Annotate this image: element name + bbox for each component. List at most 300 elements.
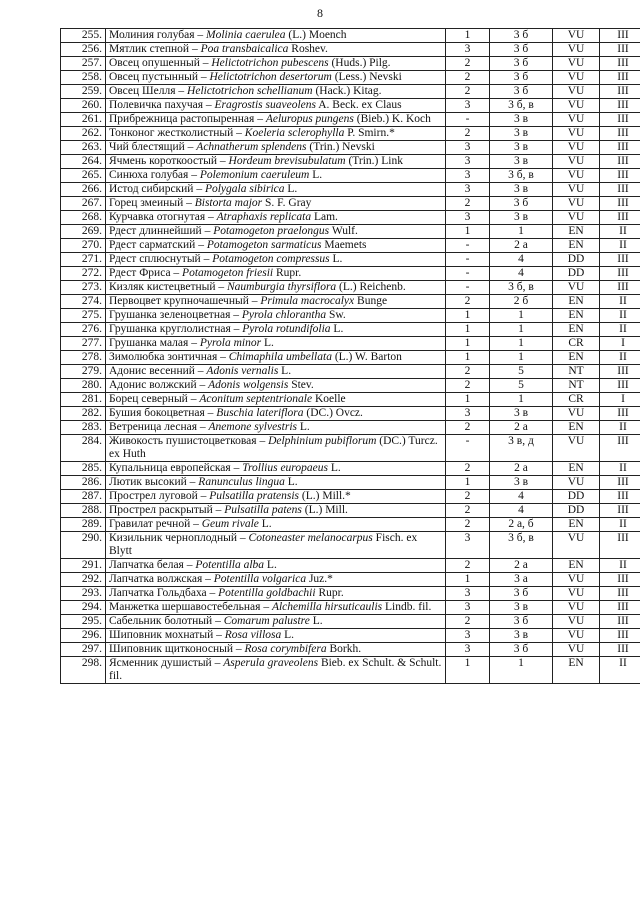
category-status: 3 б: [490, 29, 553, 43]
category-status: 3 б: [490, 43, 553, 57]
latin-name: Potamogeton friesii: [182, 267, 274, 279]
category-status: 1: [490, 225, 553, 239]
category-regional: 2: [446, 197, 490, 211]
category-regional: 3: [446, 643, 490, 657]
species-name-cell: Гравилат речной – Geum rivale L.: [106, 518, 446, 532]
species-name-cell: Рдест сарматский – Potamogeton sarmaticus Maemets: [106, 239, 446, 253]
category-regional: 3: [446, 141, 490, 155]
priority-category: II: [600, 309, 640, 323]
iucn-category: EN: [553, 351, 600, 365]
table-row: [61, 601, 640, 615]
author-name: (Hack.) Kitag.: [315, 85, 382, 97]
category-regional: 1: [446, 573, 490, 587]
russian-name: Курчавка отогнутая: [109, 211, 206, 223]
author-name: L.: [284, 629, 295, 641]
latin-name: Polygala sibirica: [204, 183, 285, 195]
priority-category: III: [600, 476, 640, 490]
latin-name: Asperula graveolens: [223, 657, 319, 669]
category-status: 3 б: [490, 71, 553, 85]
latin-name: Trollius europaeus: [242, 462, 328, 474]
row-number: 278.: [61, 351, 106, 365]
author-name: (L.) W. Barton: [334, 351, 402, 363]
table-row: [61, 365, 640, 379]
table-row: [61, 141, 640, 155]
author-name: L.: [266, 559, 277, 571]
category-regional: 1: [446, 29, 490, 43]
species-name-cell: Борец северный – Aconitum septentrionale Koelle: [106, 393, 446, 407]
author-name: (L.) Reichenb.: [339, 281, 406, 293]
latin-name: Aeluropus pungens: [265, 113, 354, 125]
species-name-cell: Овсец опушенный – Helictotrichon pubescens (Huds.) Pilg.: [106, 57, 446, 71]
iucn-category: DD: [553, 267, 600, 281]
author-name: L.: [287, 183, 298, 195]
species-name-cell: Рдест Фриса – Potamogeton friesii Rupr.: [106, 267, 446, 281]
category-regional: 2: [446, 71, 490, 85]
priority-category: II: [600, 559, 640, 573]
latin-name: Alchemilla hirsuticaulis: [271, 601, 383, 613]
category-status: 5: [490, 379, 553, 393]
table-row: [61, 29, 640, 43]
latin-name: Pulsatilla pratensis: [209, 490, 300, 502]
iucn-category: VU: [553, 99, 600, 113]
russian-name: Лапчатка белая: [109, 559, 184, 571]
species-table: [60, 28, 640, 684]
author-name: (Bieb.) K. Koch: [356, 113, 431, 125]
latin-name: Potentilla goldbachii: [218, 587, 316, 599]
species-name-cell: Шиповник мохнатый – Rosa villosa L.: [106, 629, 446, 643]
category-regional: 2: [446, 615, 490, 629]
row-number: 290.: [61, 532, 106, 559]
priority-category: III: [600, 615, 640, 629]
priority-category: III: [600, 253, 640, 267]
category-status: 1: [490, 393, 553, 407]
russian-name: Борец северный: [109, 393, 188, 405]
category-regional: -: [446, 113, 490, 127]
category-regional: 3: [446, 532, 490, 559]
latin-name: Poa transbaicalica: [200, 43, 289, 55]
russian-name: Прострел раскрытый: [109, 504, 213, 516]
category-status: 4: [490, 253, 553, 267]
author-name: (Trin.) Nevski: [309, 141, 375, 153]
russian-name: Горец змеиный: [109, 197, 184, 209]
russian-name: Ветреница лесная: [109, 421, 198, 433]
category-status: 3 в: [490, 601, 553, 615]
author-name: (L.) Mill.: [304, 504, 348, 516]
category-regional: 3: [446, 99, 490, 113]
author-name: Bieb. ex Schult. & Schult. fil.: [109, 657, 442, 682]
iucn-category: VU: [553, 643, 600, 657]
russian-name: Ясменник душистый: [109, 657, 212, 669]
russian-name: Овсец опушенный: [109, 57, 200, 69]
category-regional: -: [446, 435, 490, 462]
author-name: L.: [312, 169, 323, 181]
priority-category: III: [600, 532, 640, 559]
category-regional: 3: [446, 601, 490, 615]
table-row: [61, 532, 640, 559]
table-row: [61, 71, 640, 85]
category-regional: 2: [446, 365, 490, 379]
author-name: S. F. Gray: [265, 197, 312, 209]
table-row: [61, 559, 640, 573]
row-number: 291.: [61, 559, 106, 573]
latin-name: Helictotrichon pubescens: [211, 57, 329, 69]
species-name-cell: Ясменник душистый – Asperula graveolens Bieb. ex Schult. & Schult. fil.: [106, 657, 446, 684]
species-name-cell: Ячмень короткоостый – Hordeum brevisubulatum (Trin.) Link: [106, 155, 446, 169]
priority-category: II: [600, 657, 640, 684]
iucn-category: EN: [553, 559, 600, 573]
category-status: 3 б: [490, 587, 553, 601]
iucn-category: EN: [553, 309, 600, 323]
category-status: 2 а: [490, 421, 553, 435]
priority-category: III: [600, 504, 640, 518]
latin-name: Comarum palustre: [223, 615, 310, 627]
species-name-cell: Рдест длиннейший – Potamogeton praelongus Wulf.: [106, 225, 446, 239]
table-row: [61, 253, 640, 267]
category-status: 2 а: [490, 462, 553, 476]
category-regional: 2: [446, 421, 490, 435]
category-status: 1: [490, 337, 553, 351]
iucn-category: VU: [553, 85, 600, 99]
species-name-cell: Грушанка круглолистная – Pyrola rotundifolia L.: [106, 323, 446, 337]
russian-name: Адонис весенний: [109, 365, 195, 377]
latin-name: Molinia caerulea: [206, 29, 286, 41]
row-number: 274.: [61, 295, 106, 309]
category-status: 3 б, в: [490, 99, 553, 113]
latin-name: Pyrola minor: [199, 337, 262, 349]
latin-name: Naumburgia thyrsiflora: [227, 281, 337, 293]
category-status: 3 б: [490, 197, 553, 211]
row-number: 258.: [61, 71, 106, 85]
author-name: Sw.: [328, 309, 346, 321]
iucn-category: VU: [553, 197, 600, 211]
author-name: (Less.) Nevski: [334, 71, 402, 83]
category-status: 3 в: [490, 407, 553, 421]
table-row: [61, 43, 640, 57]
author-name: L.: [330, 462, 341, 474]
species-name-cell: Молиния голубая – Molinia caerulea (L.) Moench: [106, 29, 446, 43]
category-status: 2 а: [490, 239, 553, 253]
iucn-category: EN: [553, 657, 600, 684]
iucn-category: VU: [553, 127, 600, 141]
iucn-category: EN: [553, 462, 600, 476]
priority-category: III: [600, 587, 640, 601]
species-name-cell: Овсец Шелля – Helictotrichon schellianum (Hack.) Kitag.: [106, 85, 446, 99]
table-row: [61, 113, 640, 127]
table-row: [61, 490, 640, 504]
iucn-category: NT: [553, 365, 600, 379]
category-regional: 3: [446, 43, 490, 57]
latin-name: Bistorta major: [194, 197, 263, 209]
latin-name: Eragrostis suaveolens: [214, 99, 316, 111]
priority-category: III: [600, 490, 640, 504]
category-regional: 3: [446, 155, 490, 169]
russian-name: Сабельник болотный: [109, 615, 213, 627]
iucn-category: VU: [553, 476, 600, 490]
species-name-cell: Ветреница лесная – Anemone sylvestris L.: [106, 421, 446, 435]
row-number: 294.: [61, 601, 106, 615]
species-name-cell: Грушанка малая – Pyrola minor L.: [106, 337, 446, 351]
latin-name: Potamogeton compressus: [212, 253, 330, 265]
species-name-cell: Лютик высокий – Ranunculus lingua L.: [106, 476, 446, 490]
priority-category: III: [600, 573, 640, 587]
author-name: Maemets: [324, 239, 367, 251]
iucn-category: VU: [553, 435, 600, 462]
russian-name: Манжетка шершавостебельная: [109, 601, 261, 613]
latin-name: Ranunculus lingua: [198, 476, 285, 488]
iucn-category: CR: [553, 393, 600, 407]
table-row: [61, 407, 640, 421]
table-row: [61, 573, 640, 587]
russian-name: Истод сибирский: [109, 183, 194, 195]
species-name-cell: Лапчатка волжская – Potentilla volgarica Juz.*: [106, 573, 446, 587]
row-number: 262.: [61, 127, 106, 141]
category-regional: 3: [446, 587, 490, 601]
latin-name: Adonis wolgensis: [208, 379, 289, 391]
priority-category: III: [600, 169, 640, 183]
category-regional: 2: [446, 490, 490, 504]
species-name-cell: Купальница европейская – Trollius europaeus L.: [106, 462, 446, 476]
latin-name: Potentilla alba: [195, 559, 265, 571]
category-status: 3 в: [490, 183, 553, 197]
table-row: [61, 476, 640, 490]
russian-name: Овсец Шелля: [109, 85, 176, 97]
latin-name: Rosa corymbifera: [244, 643, 327, 655]
category-status: 1: [490, 657, 553, 684]
priority-category: III: [600, 281, 640, 295]
category-regional: 2: [446, 295, 490, 309]
species-name-cell: Чий блестящий – Achnatherum splendens (Trin.) Nevski: [106, 141, 446, 155]
species-name-cell: Кизляк кистецветный – Naumburgia thyrsiflora (L.) Reichenb.: [106, 281, 446, 295]
russian-name: Купальница европейская: [109, 462, 231, 474]
category-regional: 1: [446, 657, 490, 684]
russian-name: Шиповник мохнатый: [109, 629, 214, 641]
russian-name: Тонконог жестколистный: [109, 127, 234, 139]
category-regional: 2: [446, 559, 490, 573]
iucn-category: NT: [553, 379, 600, 393]
latin-name: Cotoneaster melanocarpus: [248, 532, 373, 544]
iucn-category: VU: [553, 183, 600, 197]
table-row: [61, 99, 640, 113]
category-status: 3 а: [490, 573, 553, 587]
category-regional: 2: [446, 504, 490, 518]
category-status: 3 в: [490, 476, 553, 490]
priority-category: III: [600, 267, 640, 281]
priority-category: III: [600, 365, 640, 379]
table-row: [61, 239, 640, 253]
priority-category: III: [600, 155, 640, 169]
species-name-cell: Лапчатка Гольдбаха – Potentilla goldbachii Rupr.: [106, 587, 446, 601]
priority-category: III: [600, 629, 640, 643]
russian-name: Шиповник щитконосный: [109, 643, 233, 655]
russian-name: Овсец пустынный: [109, 71, 198, 83]
russian-name: Рдест сарматский: [109, 239, 196, 251]
priority-category: III: [600, 57, 640, 71]
priority-category: II: [600, 295, 640, 309]
table-row: [61, 267, 640, 281]
author-name: Lindb. fil.: [385, 601, 432, 613]
species-name-cell: Прострел раскрытый – Pulsatilla patens (L.) Mill.: [106, 504, 446, 518]
russian-name: Кизильник черноплодный: [109, 532, 238, 544]
table-row: [61, 518, 640, 532]
russian-name: Лапчатка волжская: [109, 573, 203, 585]
category-status: 3 в: [490, 141, 553, 155]
priority-category: III: [600, 113, 640, 127]
category-status: 4: [490, 267, 553, 281]
priority-category: III: [600, 85, 640, 99]
author-name: L.: [333, 323, 344, 335]
table-row: [61, 657, 640, 684]
species-name-cell: Мятлик степной – Poa transbaicalica Roshev.: [106, 43, 446, 57]
author-name: L.: [281, 365, 292, 377]
row-number: 293.: [61, 587, 106, 601]
russian-name: Адонис волжский: [109, 379, 197, 391]
category-regional: 2: [446, 85, 490, 99]
priority-category: II: [600, 323, 640, 337]
iucn-category: VU: [553, 29, 600, 43]
latin-name: Achnatherum splendens: [196, 141, 307, 153]
author-name: (Huds.) Pilg.: [331, 57, 391, 69]
row-number: 264.: [61, 155, 106, 169]
priority-category: III: [600, 99, 640, 113]
russian-name: Синюха голубая: [109, 169, 189, 181]
category-regional: 1: [446, 393, 490, 407]
russian-name: Полевичка пахучая: [109, 99, 204, 111]
species-name-cell: Шиповник щитконосный – Rosa corymbifera Borkh.: [106, 643, 446, 657]
iucn-category: EN: [553, 239, 600, 253]
category-status: 3 в: [490, 629, 553, 643]
russian-name: Молиния голубая: [109, 29, 195, 41]
latin-name: Adonis vernalis: [206, 365, 279, 377]
priority-category: III: [600, 197, 640, 211]
row-number: 255.: [61, 29, 106, 43]
iucn-category: VU: [553, 407, 600, 421]
table-row: [61, 379, 640, 393]
latin-name: Potentilla volgarica: [213, 573, 307, 585]
row-number: 288.: [61, 504, 106, 518]
latin-name: Pyrola rotundifolia: [242, 323, 331, 335]
iucn-category: VU: [553, 169, 600, 183]
iucn-category: VU: [553, 141, 600, 155]
latin-name: Atraphaxis replicata: [216, 211, 312, 223]
table-row: [61, 587, 640, 601]
iucn-category: DD: [553, 490, 600, 504]
latin-name: Koeleria sclerophylla: [244, 127, 345, 139]
author-name: (L.) Mill.*: [301, 490, 351, 502]
table-row: [61, 155, 640, 169]
table-row: [61, 57, 640, 71]
category-regional: 3: [446, 211, 490, 225]
category-status: 3 б: [490, 85, 553, 99]
latin-name: Anemone sylvestris: [208, 421, 297, 433]
page-number: 8: [317, 6, 323, 20]
russian-name: Рдест длиннейший: [109, 225, 202, 237]
category-status: 3 б: [490, 615, 553, 629]
author-name: L.: [287, 476, 298, 488]
russian-name: Бушия бокоцветная: [109, 407, 205, 419]
row-number: 296.: [61, 629, 106, 643]
category-regional: 2: [446, 57, 490, 71]
category-status: 2 б: [490, 295, 553, 309]
category-status: 1: [490, 351, 553, 365]
category-regional: 3: [446, 629, 490, 643]
russian-name: Кизляк кистецветный: [109, 281, 216, 293]
category-status: 1: [490, 309, 553, 323]
russian-name: Грушанка малая: [109, 337, 189, 349]
category-regional: 1: [446, 337, 490, 351]
category-regional: 3: [446, 407, 490, 421]
russian-name: Мятлик степной: [109, 43, 190, 55]
latin-name: Rosa villosa: [224, 629, 282, 641]
category-status: 2 а: [490, 559, 553, 573]
species-name-cell: Сабельник болотный – Comarum palustre L.: [106, 615, 446, 629]
row-number: 277.: [61, 337, 106, 351]
category-regional: 1: [446, 323, 490, 337]
author-name: Wulf.: [331, 225, 358, 237]
category-regional: 2: [446, 518, 490, 532]
row-number: 282.: [61, 407, 106, 421]
table-row: [61, 197, 640, 211]
russian-name: Лютик высокий: [109, 476, 187, 488]
iucn-category: VU: [553, 155, 600, 169]
category-status: 3 б, в: [490, 169, 553, 183]
russian-name: Грушанка круглолистная: [109, 323, 231, 335]
author-name: L.: [261, 518, 272, 530]
category-regional: 3: [446, 183, 490, 197]
latin-name: Potamogeton sarmaticus: [206, 239, 322, 251]
category-regional: 1: [446, 309, 490, 323]
table-row: [61, 323, 640, 337]
species-name-cell: Тонконог жестколистный – Koeleria sclerophylla P. Smirn.*: [106, 127, 446, 141]
species-name-cell: Прибрежница растопыренная – Aeluropus pungens (Bieb.) K. Koch: [106, 113, 446, 127]
iucn-category: VU: [553, 57, 600, 71]
author-name: (DC.) Turcz. ex Huth: [109, 435, 438, 460]
category-regional: 1: [446, 351, 490, 365]
row-number: 273.: [61, 281, 106, 295]
category-status: 4: [490, 490, 553, 504]
priority-category: III: [600, 43, 640, 57]
author-name: Roshev.: [291, 43, 328, 55]
iucn-category: DD: [553, 504, 600, 518]
author-name: Koelle: [314, 393, 346, 405]
author-name: L.: [299, 421, 310, 433]
table-row: [61, 629, 640, 643]
author-name: L.: [263, 337, 274, 349]
priority-category: III: [600, 183, 640, 197]
category-regional: 2: [446, 379, 490, 393]
row-number: 261.: [61, 113, 106, 127]
iucn-category: EN: [553, 295, 600, 309]
russian-name: Гравилат речной: [109, 518, 191, 530]
latin-name: Buschia lateriflora: [216, 407, 304, 419]
iucn-category: EN: [553, 518, 600, 532]
category-regional: 2: [446, 462, 490, 476]
category-status: 3 в, д: [490, 435, 553, 462]
iucn-category: VU: [553, 629, 600, 643]
author-name: Rupr.: [318, 587, 344, 599]
priority-category: III: [600, 379, 640, 393]
latin-name: Potamogeton praelongus: [213, 225, 330, 237]
author-name: L.: [332, 253, 343, 265]
russian-name: Грушанка зеленоцветная: [109, 309, 231, 321]
iucn-category: EN: [553, 225, 600, 239]
species-name-cell: Бушия бокоцветная – Buschia lateriflora (DC.) Ovcz.: [106, 407, 446, 421]
author-name: (L.) Moench: [288, 29, 347, 41]
iucn-category: VU: [553, 587, 600, 601]
author-name: Lam.: [313, 211, 338, 223]
priority-category: III: [600, 71, 640, 85]
species-name-cell: Кизильник черноплодный – Cotoneaster melanocarpus Fisch. ex Blytt: [106, 532, 446, 559]
category-status: 5: [490, 365, 553, 379]
